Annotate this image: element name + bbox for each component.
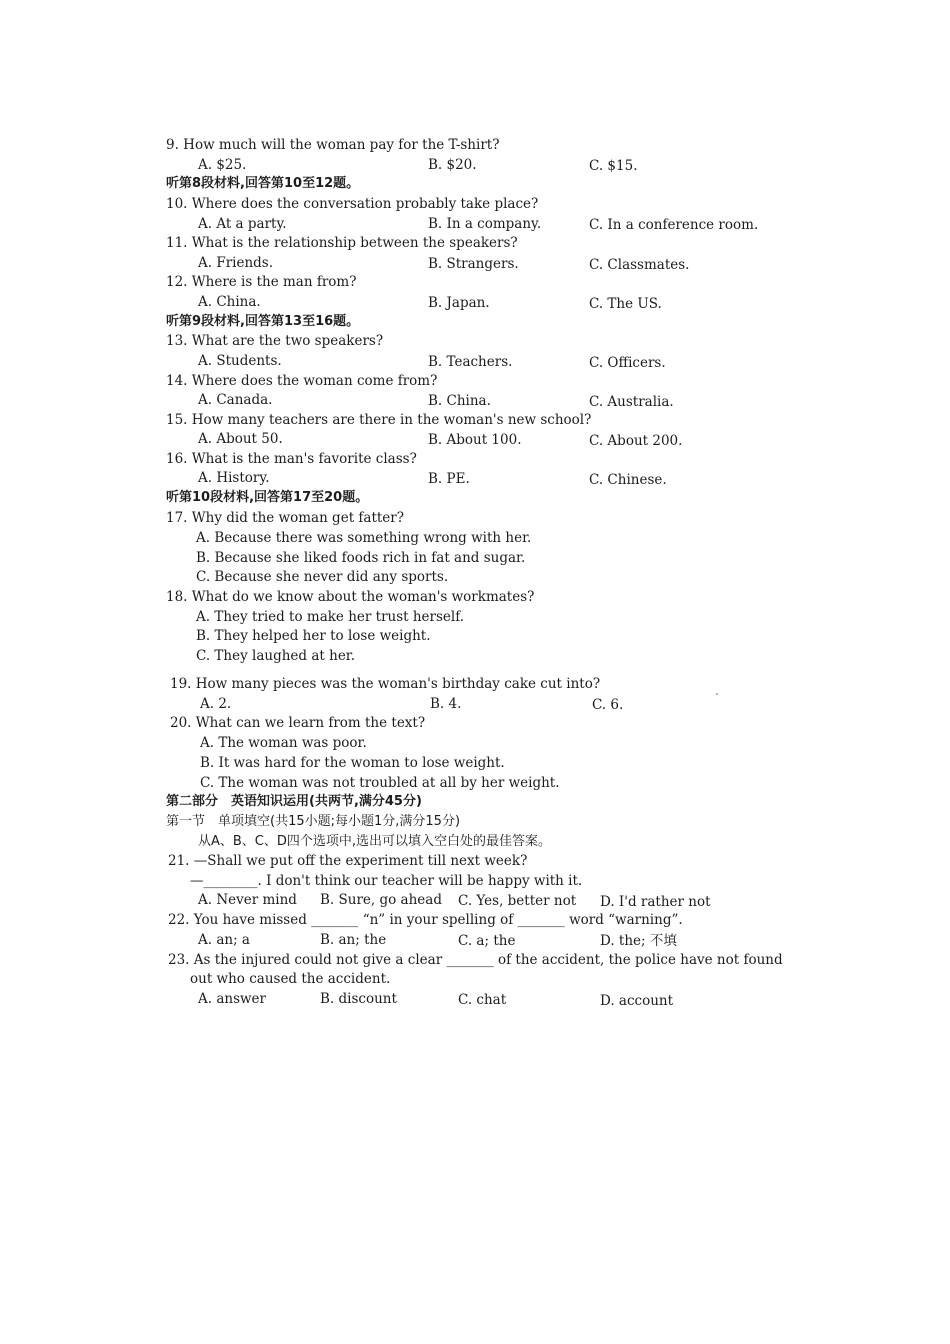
question-23-option-a: A. answer bbox=[198, 991, 267, 1007]
question-19-stem: 19. How many pieces was the woman's birthday cake cut into? bbox=[170, 676, 601, 692]
question-15-option-a: A. About 50. bbox=[198, 431, 283, 447]
question-14-option-c: C. Australia. bbox=[589, 394, 674, 410]
section-9-instruction: 听第9段材料,回答第13至16题。 bbox=[166, 314, 360, 329]
question-17-option-a: A. Because there was something wrong with her. bbox=[196, 530, 532, 546]
question-10-option-a: A. At a party. bbox=[198, 216, 287, 232]
question-16-option-b: B. PE. bbox=[428, 471, 470, 487]
question-18-option-a: A. They tried to make her trust herself. bbox=[196, 609, 465, 625]
question-9-option-c: C. $15. bbox=[589, 158, 638, 174]
question-10-option-b: B. In a company. bbox=[428, 216, 542, 232]
question-20-stem: 20. What can we learn from the text? bbox=[170, 715, 426, 731]
question-21-option-b: B. Sure, go ahead bbox=[320, 892, 442, 908]
section-8-instruction: 听第8段材料,回答第10至12题。 bbox=[166, 176, 360, 191]
question-22-option-c: C. a; the bbox=[458, 933, 516, 949]
question-18-stem: 18. What do we know about the woman's workmates? bbox=[166, 589, 535, 605]
question-22-option-a: A. an; a bbox=[198, 932, 250, 948]
question-16-option-c: C. Chinese. bbox=[589, 472, 667, 488]
question-13-option-b: B. Teachers. bbox=[428, 354, 513, 370]
question-18-option-c: C. They laughed at her. bbox=[196, 648, 356, 664]
scan-speck bbox=[716, 693, 718, 695]
question-21-option-c: C. Yes, better not bbox=[458, 893, 577, 909]
question-21-stem: 21. —Shall we put off the experiment till next week? bbox=[168, 853, 528, 869]
question-17-option-c: C. Because she never did any sports. bbox=[196, 569, 449, 585]
question-10-option-c: C. In a conference room. bbox=[589, 217, 759, 233]
question-22-option-d: D. the; 不填 bbox=[600, 933, 677, 949]
question-11-stem: 11. What is the relationship between the speakers? bbox=[166, 235, 518, 251]
question-16-option-a: A. History. bbox=[198, 470, 270, 486]
question-19-option-b: B. 4. bbox=[430, 696, 462, 712]
question-17-stem: 17. Why did the woman get fatter? bbox=[166, 510, 404, 526]
question-12-option-a: A. China. bbox=[198, 294, 261, 310]
question-12-option-b: B. Japan. bbox=[428, 295, 490, 311]
question-23-option-d: D. account bbox=[600, 993, 674, 1009]
question-15-option-b: B. About 100. bbox=[428, 432, 522, 448]
question-12-stem: 12. Where is the man from? bbox=[166, 274, 357, 290]
question-15-option-c: C. About 200. bbox=[589, 433, 683, 449]
part-2-heading: 第二部分 英语知识运用(共两节,满分45分) bbox=[166, 794, 422, 809]
question-11-option-b: B. Strangers. bbox=[428, 256, 519, 272]
question-9-stem: 9. How much will the woman pay for the T-shirt? bbox=[166, 137, 500, 153]
question-23-option-b: B. discount bbox=[320, 991, 397, 1007]
question-20-option-a: A. The woman was poor. bbox=[200, 735, 367, 751]
question-17-option-b: B. Because she liked foods rich in fat and sugar. bbox=[196, 550, 526, 566]
part-2-section-1-heading: 第一节 单项填空(共15小题;每小题1分,满分15分) bbox=[166, 814, 461, 829]
question-14-option-b: B. China. bbox=[428, 393, 491, 409]
question-23-stem-continued: out who caused the accident. bbox=[190, 971, 391, 987]
question-16-stem: 16. What is the man's favorite class? bbox=[166, 451, 417, 467]
question-13-option-a: A. Students. bbox=[198, 353, 282, 369]
question-9-option-b: B. $20. bbox=[428, 157, 477, 173]
question-11-option-a: A. Friends. bbox=[198, 255, 274, 271]
question-18-option-b: B. They helped her to lose weight. bbox=[196, 628, 431, 644]
question-9-option-a: A. $25. bbox=[198, 157, 247, 173]
question-15-stem: 15. How many teachers are there in the woman's new school? bbox=[166, 412, 592, 428]
question-21-option-a: A. Never mind bbox=[198, 892, 297, 908]
question-19-option-c: C. 6. bbox=[592, 697, 624, 713]
question-10-stem: 10. Where does the conversation probably take place? bbox=[166, 196, 539, 212]
question-22-option-b: B. an; the bbox=[320, 932, 387, 948]
question-13-option-c: C. Officers. bbox=[589, 355, 666, 371]
question-22-stem: 22. You have missed _______ “n” in your spelling of _______ word “warning”. bbox=[168, 912, 683, 928]
question-23-option-c: C. chat bbox=[458, 992, 507, 1008]
question-14-stem: 14. Where does the woman come from? bbox=[166, 373, 438, 389]
question-11-option-c: C. Classmates. bbox=[589, 257, 690, 273]
question-19-option-a: A. 2. bbox=[200, 696, 232, 712]
question-20-option-b: B. It was hard for the woman to lose weight. bbox=[200, 755, 505, 771]
question-14-option-a: A. Canada. bbox=[198, 392, 273, 408]
question-13-stem: 13. What are the two speakers? bbox=[166, 333, 384, 349]
question-12-option-c: C. The US. bbox=[589, 296, 662, 312]
question-20-option-c: C. The woman was not troubled at all by her weight. bbox=[200, 775, 560, 791]
question-21-reply: —________. I don't think our teacher will be happy with it. bbox=[190, 873, 583, 889]
question-21-option-d: D. I'd rather not bbox=[600, 894, 711, 910]
question-23-stem: 23. As the injured could not give a clear _______ of the accident, the police have not found bbox=[168, 952, 783, 968]
section-10-instruction: 听第10段材料,回答第17至20题。 bbox=[166, 490, 369, 505]
part-2-instruction: 从A、B、C、D四个选项中,选出可以填入空白处的最佳答案。 bbox=[198, 834, 552, 849]
